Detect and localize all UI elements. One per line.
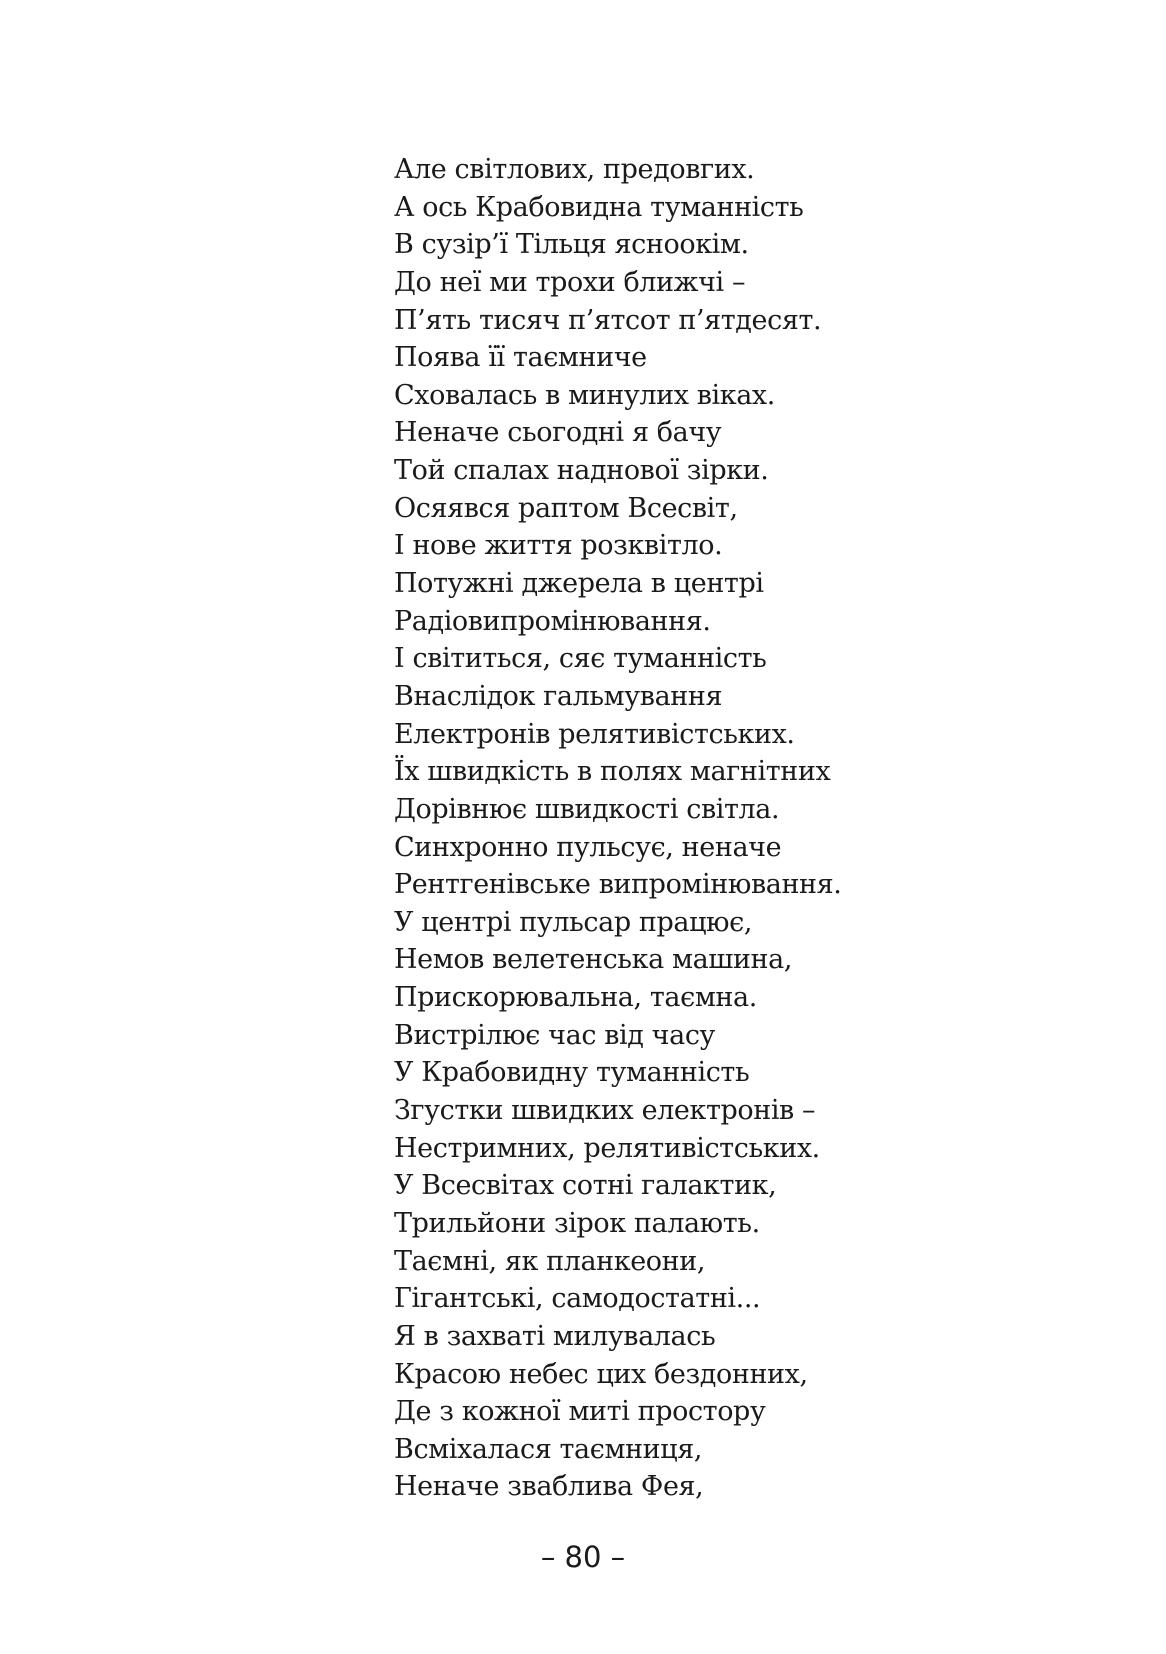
poem-line: Згустки швидких електронів – [394, 1095, 816, 1127]
poem-line: Всміхалася таємниця, [394, 1433, 703, 1465]
poem-text [394, 151, 841, 1506]
page-number: – 80 – [540, 1540, 626, 1574]
poem-line: Рентгенівське випромінювання. [394, 869, 842, 901]
poem-line: Немов велетенська машина, [394, 944, 793, 976]
poem-line: П’ять тисяч п’ятсот п’ятдесят. [394, 304, 822, 336]
poem-line: Таємні, як планкеони, [394, 1245, 706, 1277]
poem-line: Але світлових, предовгих. [394, 154, 755, 185]
poem-line: І нове життя розквітло. [394, 530, 723, 562]
poem-line: Де з кожної миті простору [394, 1396, 766, 1428]
poem-line: Електронів релятивістських. [394, 718, 795, 750]
poem-line: Осяявся раптом Всесвіт, [394, 492, 738, 524]
poem-line: У центрі пульсар працює, [394, 906, 753, 938]
poem-line: В сузір’ї Тільця ясноокім. [394, 229, 749, 261]
poem-line: Я в захваті милувалась [394, 1320, 716, 1352]
poem-line: Прискорювальна, таємна. [394, 982, 757, 1014]
poem-line: Внаслідок гальмування [394, 680, 723, 712]
poem-line: Потужні джерела в центрі [394, 568, 764, 600]
poem-line: Неначе сьогодні я бачу [394, 417, 722, 449]
poem-line: У Крабовидну туманність [394, 1057, 750, 1089]
poem-line: Нестримних, релятивістських. [394, 1132, 820, 1164]
poem-line: Дорівнює швидкості світла. [394, 793, 780, 825]
poem-line: Поява її таємниче [394, 342, 647, 374]
poem-line: Радіовипромінювання. [394, 605, 711, 637]
poem-line: Неначе зваблива Фея, [394, 1471, 704, 1503]
poem-line: Трильйони зірок палають. [394, 1207, 760, 1239]
poem-line: І світиться, сяє туманність [394, 643, 767, 675]
poem-line: У Всесвітах сотні галактик, [394, 1170, 777, 1202]
poem-line: До неї ми трохи ближчі – [394, 266, 746, 298]
poem-line: Красою небес цих бездонних, [394, 1358, 808, 1390]
poem-line: Вистрілює час від часу [394, 1019, 716, 1051]
poem-line: Гігантські, самодостатні... [394, 1283, 761, 1315]
poem-line: Синхронно пульсує, неначе [394, 831, 782, 863]
poem-line: Той спалах наднової зірки. [394, 455, 769, 487]
poem-line: Сховалась в минулих віках. [394, 379, 775, 411]
poem-line: Їх швидкість в полях магнітних [394, 756, 831, 788]
poem-line: А ось Крабовидна туманність [394, 191, 804, 223]
